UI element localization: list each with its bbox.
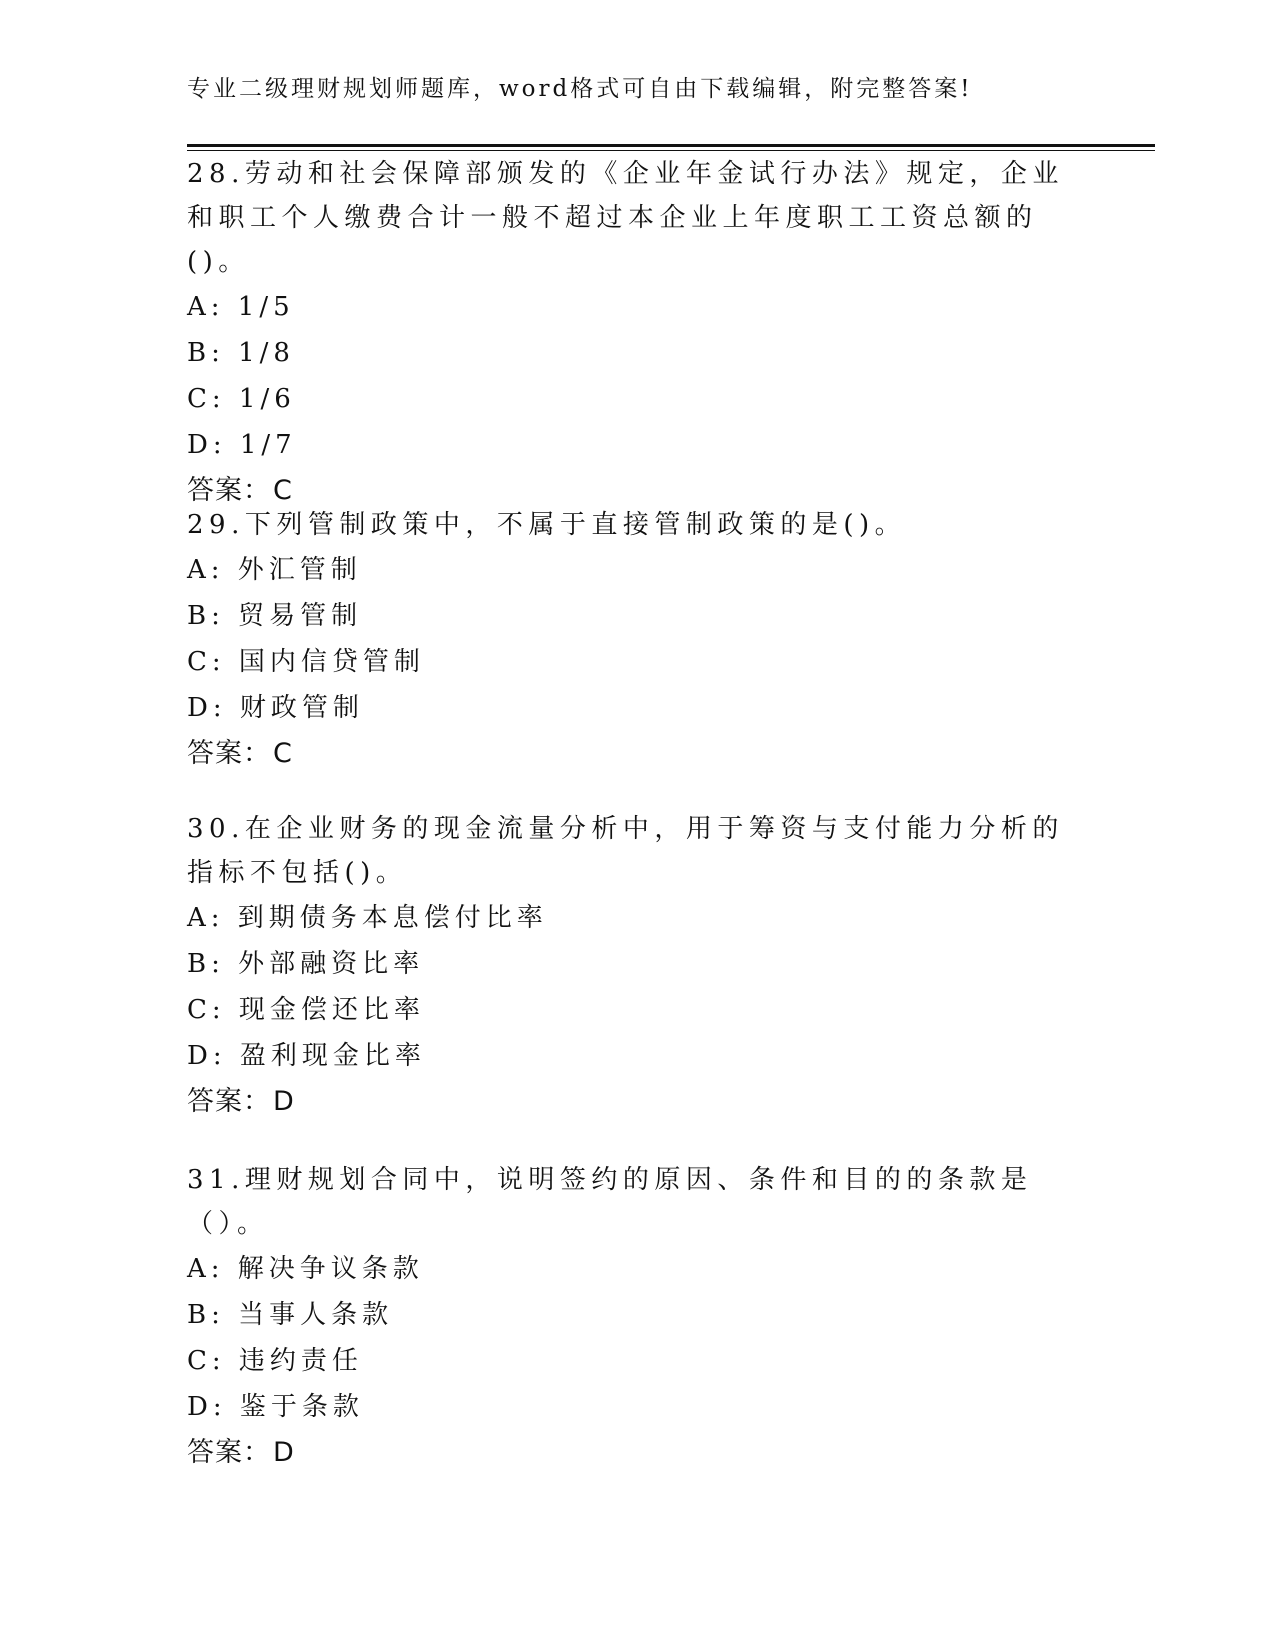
option-b: B: 外部融资比率 — [187, 949, 425, 979]
header-note: 专业二级理财规划师题库，word格式可自由下载编辑，附完整答案! — [187, 76, 973, 102]
option-b: B: 1/8 — [187, 338, 295, 368]
option-d: D: 1/7 — [187, 430, 297, 460]
option-d: D: 鉴于条款 — [187, 1392, 364, 1422]
option-d: D: 财政管制 — [187, 693, 364, 723]
header-divider-thick — [187, 144, 1155, 147]
question-stem: 30.在企业财务的现金流量分析中，用于筹资与支付能力分析的指标不包括()。 — [187, 814, 1064, 888]
answer-value: C — [273, 475, 293, 506]
option-c: C: 现金偿还比率 — [187, 995, 425, 1025]
answer-line — [187, 1079, 1087, 1125]
option-a: A: 外汇管制 — [187, 555, 362, 585]
option-b: B: 贸易管制 — [187, 601, 363, 631]
option-a: A: 1/5 — [187, 292, 295, 322]
answer-value: C — [273, 738, 293, 769]
question-stem: 28.劳动和社会保障部颁发的《企业年金试行办法》规定，企业和职工个人缴费合计一般不超过本企业上年度职工工资总额的()。 — [187, 159, 1064, 277]
header-divider-thin — [187, 150, 1155, 151]
option-c: C: 1/6 — [187, 384, 296, 414]
question-28 — [187, 152, 1087, 514]
option-c: C: 国内信贷管制 — [187, 647, 425, 677]
option-a: A: 到期债务本息偿付比率 — [187, 903, 548, 933]
answer-label: 答案： — [187, 738, 271, 769]
answer-value: D — [273, 1437, 295, 1468]
option-a: A: 解决争议条款 — [187, 1254, 424, 1284]
answer-label: 答案： — [187, 1437, 271, 1468]
question-stem: 31.理财规划合同中，说明签约的原因、条件和目的的条款是（）。 — [187, 1165, 1033, 1239]
answer-label: 答案： — [187, 1086, 271, 1117]
question-30 — [187, 807, 1087, 1125]
option-c: C: 违约责任 — [187, 1346, 363, 1376]
option-b: B: 当事人条款 — [187, 1300, 394, 1330]
answer-line — [187, 731, 1087, 777]
answer-value: D — [273, 1086, 295, 1117]
question-29 — [187, 503, 1087, 777]
option-d: D: 盈利现金比率 — [187, 1041, 426, 1071]
answer-label: 答案： — [187, 475, 271, 506]
answer-line — [187, 1430, 1087, 1476]
question-stem: 29.下列管制政策中，不属于直接管制政策的是()。 — [187, 510, 907, 540]
question-31 — [187, 1158, 1087, 1476]
